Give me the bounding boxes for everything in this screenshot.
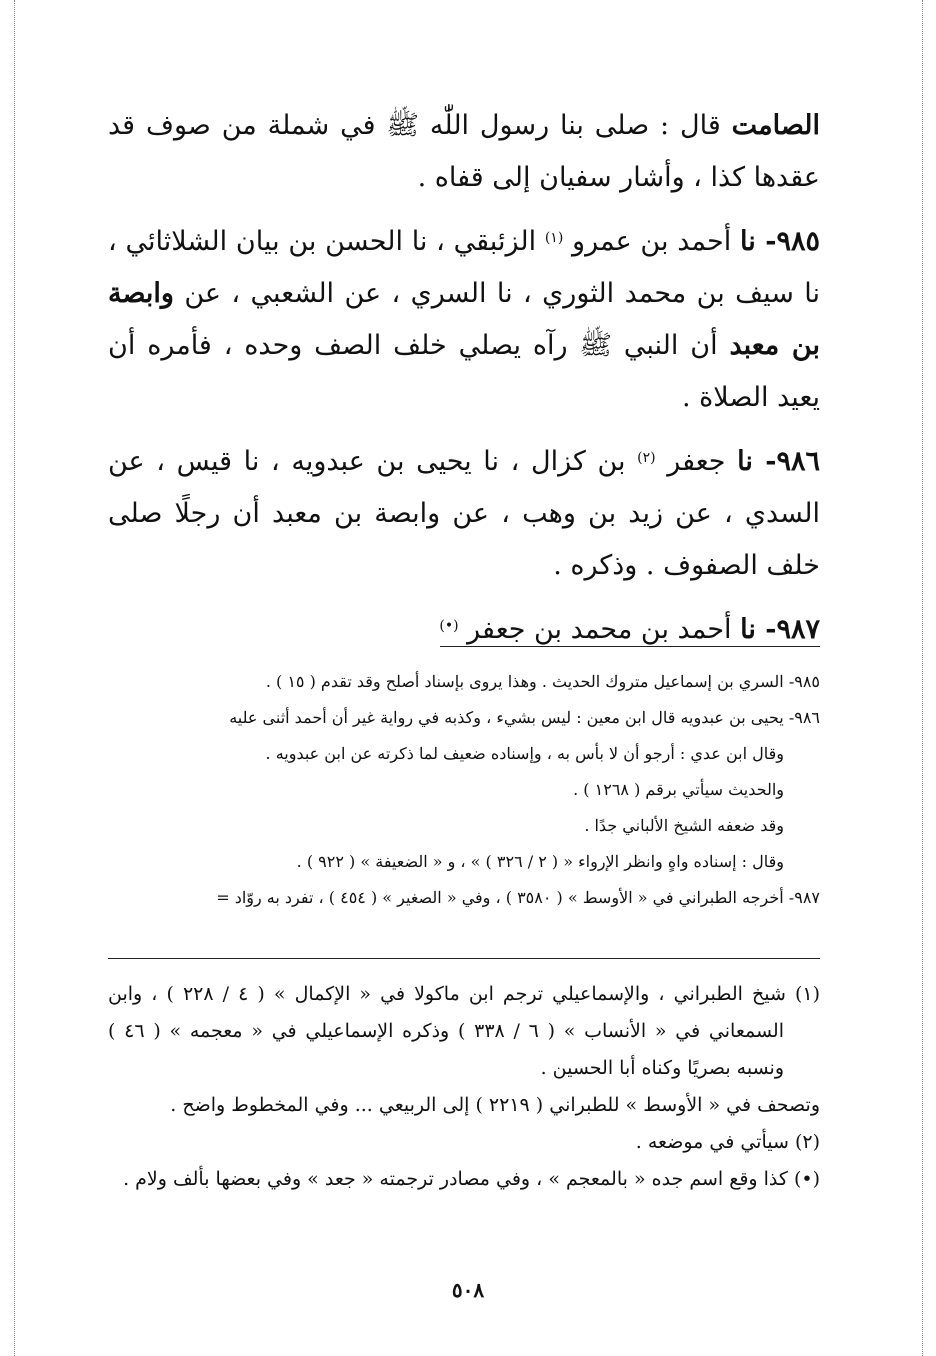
footnote-ref: (١): [544, 230, 564, 246]
footnote-1: (١) شيخ الطبراني ، والإسماعيلي ترجم ابن ماكولا في « الإكمال » ( ٤ / ٢٢٨ ) ، وابن السمعاني في « الأنساب » ( ٦ / ٣٣٨ ) وذكره الإسماعيلي في « معجمه » ( ٤٦ ) ونسبه بصريًا وكناه أبا الحسين .: [108, 983, 820, 1079]
note-986-line: وقال : إسناده واهٍ وانظر الإرواء « ( ٢ / ٣٢٦ ) » ، و « الضعيفة » ( ٩٢٢ ) .: [296, 852, 784, 871]
footnotes-separator: [108, 958, 820, 959]
footnote-ref: (•): [439, 618, 459, 634]
takhrij-notes: [108, 664, 820, 916]
left-scan-edge: [14, 0, 15, 1356]
notes-separator: [440, 646, 820, 647]
paragraph-continuation: الصامت قال : صلى بنا رسول اللّٰه ﷺ في شملة من صوف قد عقدها كذا ، وأشار سفيان إلى قفاه .: [108, 110, 820, 193]
hadith-number: ٩٨٥- نا: [739, 226, 820, 257]
hadith-number: ٩٨٦- نا: [737, 446, 820, 477]
note-987: ٩٨٧- أخرجه الطبراني في « الأوسط » ( ٣٥٨٠ ) ، وفي « الصغير » ( ٤٥٤ ) ، تفرد به روّاد =: [216, 888, 820, 907]
note-986: ٩٨٦- يحيى بن عبدويه قال ابن معين : ليس بشيء ، وكذبه في رواية غير أن أحمد أثنى عليه: [229, 708, 820, 727]
footnote-2: (٢) سيأتي في موضعه .: [635, 1131, 820, 1153]
hadith-987: ٩٨٧- نا أحمد بن محمد بن جعفر (•): [439, 614, 820, 645]
hadith-number: ٩٨٧- نا: [740, 614, 820, 645]
hadith-985: ٩٨٥- نا أحمد بن عمرو $^{(١)}$ الزئبقي ، نا الحسن بن بيان الشلاثائي ، نا سيف بن محمد الثوري ، نا السري ، عن الشعبي ، عن وابصة بن معبد أن النبي ﷺ رآه يصلي خلف الصف وحده ، فأمره أن يعيد الصلاة .: [108, 226, 820, 413]
companion-name: وابصة بن معبد: [108, 278, 820, 361]
right-scan-edge: [922, 0, 923, 1356]
main-text: [108, 100, 820, 668]
narrator-name: الصامت: [731, 110, 820, 141]
footnote-3: (•) كذا وقع اسم جده « بالمعجم » ، وفي مصادر ترجمته « جعد » وفي بعضها بألف ولام .: [123, 1168, 820, 1190]
note-986-line: وقد ضعفه الشيخ الألباني جدًا .: [584, 816, 784, 835]
page-number: ٥٠٨: [451, 1278, 485, 1302]
note-985: ٩٨٥- السري بن إسماعيل متروك الحديث . وهذا يروى بإسناد أصلح وقد تقدم ( ١٥ ) .: [265, 672, 820, 691]
footnote-ref: (٢): [637, 450, 656, 466]
hadith-986: ٩٨٦- نا جعفر $^{(٢)}$ بن كزال ، نا يحيى بن عبدويه ، نا قيس ، عن السدي ، عن زيد بن وهب ، عن وابصة بن معبد أن رجلًا صلى خلف الصفوف . وذكره .: [108, 446, 820, 581]
note-986-line: والحديث سيأتي برقم ( ١٢٦٨ ) .: [573, 780, 784, 799]
note-986-line: وقال ابن عدي : أرجو أن لا بأس به ، وإسناده ضعيف لما ذكرته عن ابن عبدويه .: [265, 744, 784, 763]
footnotes: [108, 976, 820, 1198]
footnote-1-continued: وتصحف في « الأوسط » للطبراني ( ٢٢١٩ ) إلى الربيعي ... وفي المخطوط واضح .: [170, 1094, 820, 1116]
